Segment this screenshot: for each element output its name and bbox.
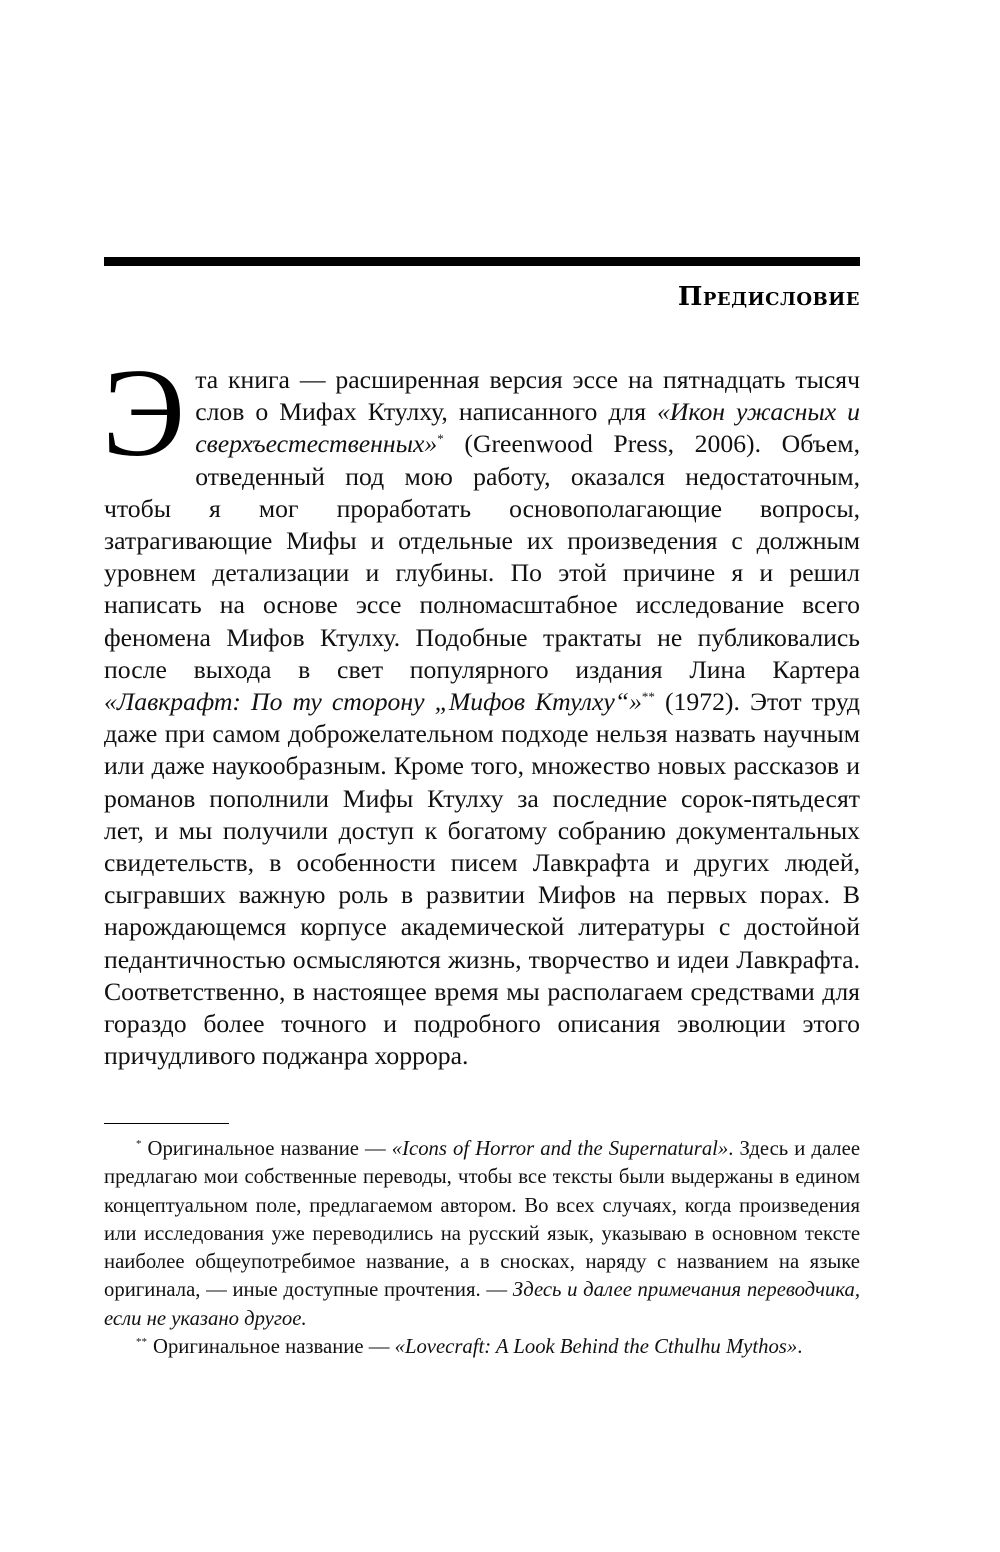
footnote-2: [104, 1333, 860, 1361]
footnote-1-mark: *: [136, 1138, 142, 1150]
footnote-divider: [104, 1123, 229, 1124]
body-paragraph: [102, 344, 860, 1072]
footnote-mark-2[interactable]: **: [641, 689, 655, 705]
book-title-1: «Икон ужасных и сверхъестественных»: [195, 397, 860, 459]
book-title-2: «Лавкрафт: По ту сторону „Мифов Ктулху“»: [104, 687, 642, 717]
footnote-1-text: . Здесь и далее предлагаю мои собственные переводы, чтобы все тексты были выдержаны в едином концептуальном поле, предлагаемом автором. Во всех случаях, когда произведения или исследования уже переводились на русский язык, указываю в основном тексте наиболее общеупотребимое название, а в сносках, наряду с названием на языке оригинала, — иные доступные прочтения. —: [104, 1138, 860, 1302]
footnote-1-lead: Оригинальное название —: [147, 1138, 392, 1160]
body-text-1: та книга — расширенная версия эссе на пятнадцать тысяч слов о Мифах Ктулху, написанного для: [195, 365, 860, 427]
footnotes: [104, 1135, 860, 1361]
footnote-1: [104, 1135, 860, 1333]
body-text-2: (Greenwood Press, 2006). Объем, отведенный под мою работу, оказался недостаточным, чтобы я мог проработать основополагающие вопросы, затрагивающие Мифы и отдельные их произведения с должным уровнем детализации и глубины. По этой причине я и решил написать на основе эссе полномасштабное исследование всего феномена Мифов Ктулху. Подобные трактаты не публиковались после выхода в свет популярного издания Лина Картера: [104, 429, 860, 684]
chapter-rule: [104, 257, 860, 266]
footnote-2-title: «Lovecraft: A Look Behind the Cthulhu Mythos»: [394, 1336, 798, 1359]
footnote-mark-1[interactable]: *: [437, 431, 444, 447]
footnote-2-text: .: [797, 1336, 803, 1359]
footnote-2-lead: Оригинальное название —: [153, 1336, 395, 1359]
footnote-2-mark: **: [136, 1336, 147, 1349]
drop-cap: Э: [102, 344, 186, 483]
body-text-3: (1972). Этот труд даже при самом доброжелательном подходе нельзя назвать научным или даже наукообразным. Кроме того, множество новых рассказов и романов пополнили Мифы Ктулху за последние сорок-пятьдесят лет, и мы получили доступ к богатому собранию документальных свидетельств, в особенности писем Лавкрафта и других людей, сыгравших важную роль в развитии Мифов на первых порах. В нарождающемся корпусе академической литературы с достойной педантичностью осмысляются жизнь, творчество и идеи Лавкрафта. Соответственно, в настоящее время мы располагаем средствами для гораздо более точного и подробного описания эволюции этого причудливого поджанра хоррора.: [104, 687, 860, 1071]
footnote-1-title: «Icons of Horror and the Supernatural»: [391, 1138, 729, 1160]
footnote-1-translator-note: Здесь и далее примечания переводчика, если не указано другое.: [104, 1279, 861, 1330]
chapter-heading: Предисловие: [677, 282, 860, 312]
